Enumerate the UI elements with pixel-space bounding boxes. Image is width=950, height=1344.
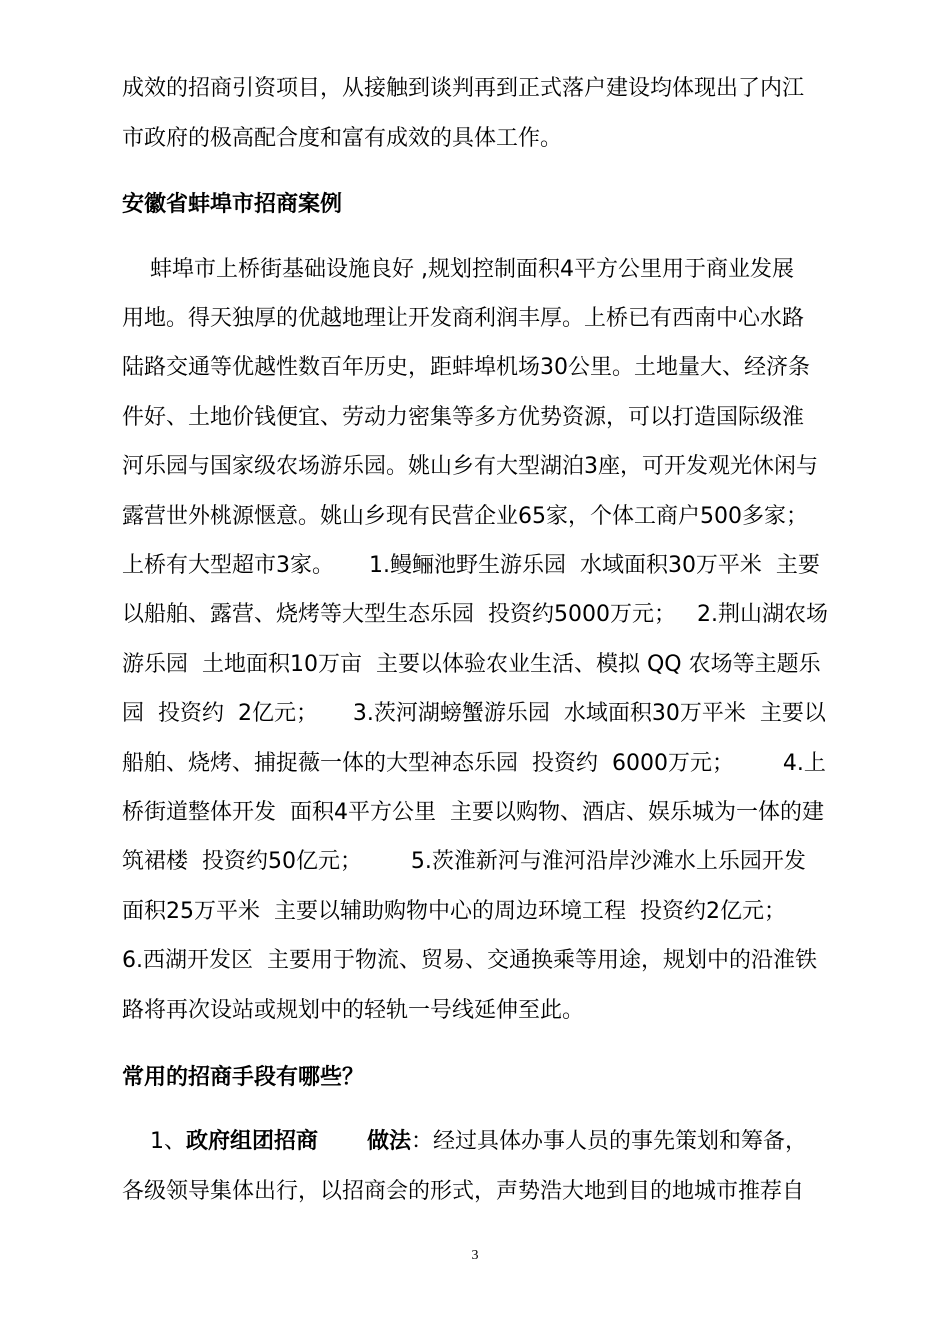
list-item-prefix: 1、 [122,1129,186,1154]
paragraph-line: 面积25万平米 主要以辅助购物中心的周边环境工程 投资约2亿元； [122,899,786,924]
spacer [318,1129,367,1154]
paragraph-line: 用地。得天独厚的优越地理让开发商利润丰厚。上桥已有西南中心水路 [122,306,805,331]
paragraph-line: 成效的招商引资项目，从接触到谈判再到正式落户建设均体现出了内江 [122,76,805,101]
paragraph-line: 件好、土地价钱便宜、劳动力密集等多方优势资源，可以打造国际级淮 [122,405,805,430]
method-description: ：经过具体办事人员的事先策划和筹备， [410,1129,807,1154]
section-heading-methods: 常用的招商手段有哪些？ [122,1065,365,1090]
paragraph-line: 各级领导集体出行，以招商会的形式，声势浩大地到目的地城市推荐自 [122,1179,805,1204]
paragraph-line: 蚌埠市上桥街基础设施良好 ,规划控制面积4平方公里用于商业发展 [122,257,794,282]
paragraph-line: 筑裙楼 投资约50亿元； 5.茨淮新河与淮河沿岸沙滩水上乐园开发 [122,849,806,874]
paragraph-line: 路将再次设站或规划中的轻轨一号线延伸至此。 [122,998,585,1023]
paragraph-line [122,1127,872,1157]
paragraph-line: 6.西湖开发区 主要用于物流、贸易、交通换乘等用途，规划中的沿淮铁 [122,948,817,973]
paragraph-line: 市政府的极高配合度和富有成效的具体工作。 [122,126,563,151]
paragraph-line: 上桥有大型超市3家。 1.鳗鲡池野生游乐园 水域面积30万平米 主要 [122,553,820,578]
paragraph-line: 以船舶、露营、烧烤等大型生态乐园 投资约5000万元； 2.荆山湖农场 [122,602,828,627]
section-heading-case: 安徽省蚌埠市招商案例 [122,192,343,217]
method-title: 政府组团招商 [185,1129,318,1154]
method-label: 做法 [366,1129,411,1154]
paragraph-line: 游乐园 土地面积10万亩 主要以体验农业生活、模拟 QQ 农场等主题乐 [122,652,821,677]
page-number: 3 [471,1248,479,1263]
paragraph-line: 河乐园与国家级农场游乐园。姚山乡有大型湖泊3座，可开发观光休闲与 [122,454,818,479]
paragraph-line: 桥街道整体开发 面积4平方公里 主要以购物、酒店、娱乐城为一体的建 [122,800,824,825]
paragraph-line: 园 投资约 2亿元； 3.茨河湖螃蟹游乐园 水域面积30万平米 主要以 [122,701,826,726]
paragraph-line: 陆路交通等优越性数百年历史，距蚌埠机场30公里。土地量大、经济条 [122,355,810,380]
paragraph-line: 露营世外桃源惬意。姚山乡现有民营企业65家，个体工商户500多家； [122,504,808,529]
paragraph-line: 船舶、烧烤、捕捉薇一体的大型神态乐园 投资约 6000万元； 4.上 [122,751,826,776]
